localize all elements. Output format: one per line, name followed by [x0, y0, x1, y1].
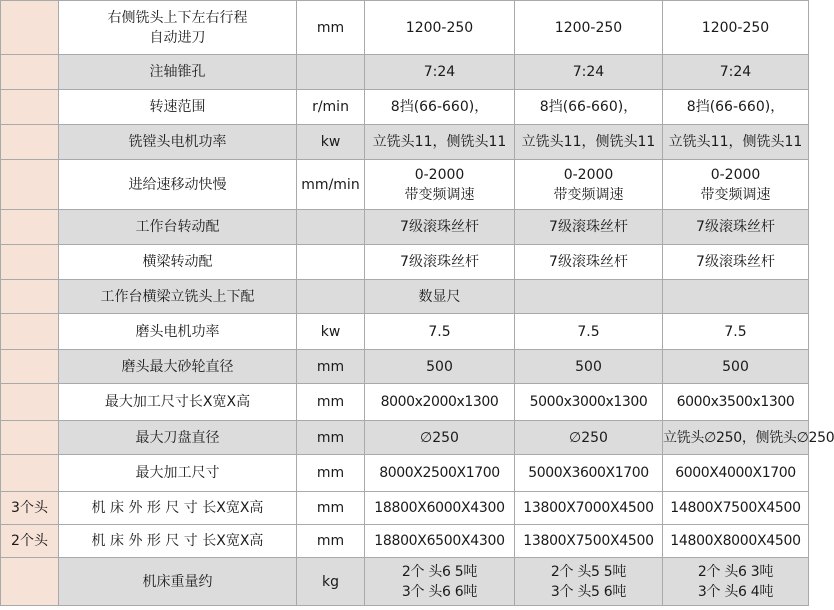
spec-label-cell: [59, 350, 297, 384]
cell-text-line: 7级滚珠丝杆: [400, 254, 479, 270]
cell-text-line: 进给速移动快慢: [128, 176, 227, 193]
value-cell-model-3: [663, 492, 809, 525]
table-row: [1, 384, 809, 421]
unit-cell: mm: [297, 492, 365, 525]
cell-text-line: 7:24: [719, 64, 752, 80]
value-cell-model-2: [515, 210, 663, 245]
table-row: [1, 280, 809, 314]
value-cell-model-2: [515, 384, 663, 421]
value-cell-model-3: [663, 55, 809, 90]
cell-text-line: 8挡(66-660)，: [539, 99, 638, 115]
unit-cell: kw: [297, 314, 365, 350]
cell-text-line: 工作台横梁立铣头上下配: [100, 288, 255, 305]
table-row: [1, 314, 809, 350]
value-cell-model-1: [365, 421, 515, 455]
value-cell-model-1: [365, 125, 515, 160]
value-cell-model-3: [663, 350, 809, 384]
table-row: [1, 350, 809, 384]
cell-text-line: 13800X7000X4500: [523, 500, 654, 516]
cell-text-line: 立铣头11，侧铣头11: [372, 134, 507, 150]
spec-label-cell: [59, 455, 297, 492]
cell-text-line: 7:24: [423, 64, 456, 80]
cell-text-line: 3个 头6 6吨: [401, 583, 478, 600]
value-cell-model-2: [515, 160, 663, 210]
table-row: [1, 525, 809, 558]
cell-text-line: 5000x3000x1300: [529, 394, 648, 410]
spec-label-cell: [59, 125, 297, 160]
group-label-cell: [1, 384, 59, 421]
value-cell-model-1: [365, 492, 515, 525]
value-cell-model-3: [663, 160, 809, 210]
spec-label-cell: [59, 55, 297, 90]
table-row: [1, 421, 809, 455]
value-cell-model-1: [365, 160, 515, 210]
unit-cell: mm/min: [297, 160, 365, 210]
cell-text-line: 2个 头5 5吨: [550, 563, 627, 580]
unit-cell: mm: [297, 455, 365, 492]
unit-cell: kg: [297, 558, 365, 606]
value-cell-model-3: [663, 1, 809, 55]
spec-label-cell: [59, 1, 297, 55]
value-cell-model-3: [663, 525, 809, 558]
group-label-cell: 3个头: [1, 492, 59, 525]
value-cell-model-2: [515, 492, 663, 525]
group-label-cell: [1, 455, 59, 492]
value-cell-model-1: [365, 245, 515, 280]
cell-text-line: 最大加工尺寸: [135, 465, 220, 481]
value-cell-model-1: [365, 1, 515, 55]
cell-text-line: 500: [722, 358, 749, 375]
value-cell-model-3: [663, 210, 809, 245]
spec-label-cell: [59, 384, 297, 421]
value-cell-model-3: [663, 125, 809, 160]
cell-text-line: 500: [426, 358, 453, 375]
value-cell-model-2: [515, 1, 663, 55]
cell-text-line: 14800X7500X4500: [670, 500, 801, 516]
table-row: [1, 455, 809, 492]
spec-label-cell: [59, 160, 297, 210]
value-cell-model-2: [515, 525, 663, 558]
value-cell-model-1: [365, 525, 515, 558]
cell-text-line: 磨头电机功率: [135, 323, 220, 340]
unit-cell: [297, 280, 365, 314]
unit-cell: mm: [297, 421, 365, 455]
value-cell-model-3: [663, 455, 809, 492]
unit-cell: kw: [297, 125, 365, 160]
unit-cell: [297, 55, 365, 90]
cell-text-line: 铣镗头电机功率: [128, 134, 227, 150]
value-cell-model-3: [663, 245, 809, 280]
cell-text-line: 7级滚珠丝杆: [549, 254, 628, 270]
cell-text-line: 14800X8000X4500: [670, 533, 801, 549]
value-cell-model-1: [365, 558, 515, 606]
unit-cell: mm: [297, 384, 365, 421]
cell-text-line: 5000X3600X1700: [528, 465, 649, 481]
table-row: [1, 1, 809, 55]
spec-label-cell: [59, 314, 297, 350]
group-label-cell: [1, 280, 59, 314]
cell-text-line: 带变频调速: [700, 186, 771, 203]
spec-label-cell: [59, 421, 297, 455]
cell-text-line: 3个 头5 6吨: [550, 583, 627, 600]
cell-text-line: 横梁转动配: [142, 254, 213, 270]
cell-text-line: 0-2000: [563, 166, 614, 183]
value-cell-model-3: [663, 421, 834, 455]
group-label-cell: [1, 421, 59, 455]
spec-table-body: [1, 1, 834, 606]
cell-text-line: 500: [575, 358, 602, 375]
group-label-cell: [1, 314, 59, 350]
cell-text-line: 数显尺: [418, 288, 461, 305]
group-label-cell: [1, 125, 59, 160]
cell-text-line: 2个 头6 3吨: [697, 563, 774, 580]
value-cell-model-2: [515, 558, 663, 606]
cell-text-line: 机床重量约: [142, 573, 213, 590]
value-cell-model-1: [365, 384, 515, 421]
cell-text-line: 机 床 外 形 尺 寸 长X宽X高: [91, 533, 264, 549]
value-cell-model-3: [663, 384, 809, 421]
value-cell-model-1: [365, 210, 515, 245]
cell-text-line: 13800X7500X4500: [523, 533, 654, 549]
value-cell-model-3: [663, 558, 809, 606]
table-row: [1, 245, 809, 280]
cell-text-line: ∅250: [569, 429, 608, 446]
cell-text-line: 8挡(66-660)，: [686, 99, 785, 115]
group-label-cell: 2个头: [1, 525, 59, 558]
unit-cell: r/min: [297, 90, 365, 125]
value-cell-model-3: [663, 280, 809, 314]
cell-text-line: 右侧铣头上下左右行程: [107, 9, 248, 26]
group-label-cell: [1, 160, 59, 210]
value-cell-model-2: [515, 245, 663, 280]
spec-label-cell: [59, 210, 297, 245]
cell-text-line: 立铣头11，侧铣头11: [668, 134, 803, 150]
value-cell-model-2: [515, 455, 663, 492]
spec-label-cell: [59, 525, 297, 558]
table-row: [1, 160, 809, 210]
value-cell-model-1: [365, 90, 515, 125]
table-row: [1, 125, 809, 160]
group-label-cell: [1, 350, 59, 384]
group-label-cell: [1, 210, 59, 245]
cell-text-line: 7.5: [724, 323, 747, 340]
cell-text-line: 1200-250: [701, 19, 770, 36]
cell-text-line: 转速范围: [149, 99, 206, 115]
cell-text-line: 机 床 外 形 尺 寸 长X宽X高: [91, 500, 264, 516]
cell-text-line: 7级滚珠丝杆: [549, 219, 628, 235]
cell-text-line: 带变频调速: [553, 186, 624, 203]
table-row: [1, 210, 809, 245]
spec-label-cell: [59, 245, 297, 280]
cell-text-line: 1200-250: [405, 19, 474, 36]
cell-text-line: 2个 头6 5吨: [401, 563, 478, 580]
value-cell-model-1: [365, 314, 515, 350]
group-label-cell: [1, 90, 59, 125]
value-cell-model-1: [365, 55, 515, 90]
cell-text-line: 7:24: [572, 64, 605, 80]
group-label-cell: [1, 1, 59, 55]
cell-text-line: 0-2000: [710, 166, 761, 183]
table-row: [1, 492, 809, 525]
group-label-cell: [1, 55, 59, 90]
group-label-cell: [1, 245, 59, 280]
unit-cell: mm: [297, 525, 365, 558]
cell-text-line: 7.5: [428, 323, 451, 340]
table-row: [1, 55, 809, 90]
value-cell-model-1: [365, 455, 515, 492]
unit-cell: [297, 210, 365, 245]
cell-text-line: 最大加工尺寸长X宽X高: [104, 394, 251, 410]
value-cell-model-1: [365, 280, 515, 314]
cell-text-line: 磨头最大砂轮直径: [121, 358, 234, 375]
cell-text-line: 18800X6000X4300: [374, 500, 505, 516]
cell-text-line: 1200-250: [554, 19, 623, 36]
value-cell-model-2: [515, 350, 663, 384]
value-cell-model-3: [663, 314, 809, 350]
group-label-cell: [1, 558, 59, 606]
value-cell-model-1: [365, 350, 515, 384]
cell-text-line: 3个 头6 4吨: [697, 583, 774, 600]
table-row: [1, 90, 809, 125]
cell-text-line: 6000X4000X1700: [675, 465, 796, 481]
cell-text-line: 7级滚珠丝杆: [696, 219, 775, 235]
cell-text-line: ∅250: [420, 429, 459, 446]
cell-text-line: 带变频调速: [404, 186, 475, 203]
cell-text-line: 6000x3500x1300: [676, 394, 795, 410]
cell-text-line: 18800X6500X4300: [374, 533, 505, 549]
spec-label-cell: [59, 558, 297, 606]
cell-text-line: 8000x2000x1300: [380, 394, 499, 410]
spec-label-cell: [59, 280, 297, 314]
cell-text-line: 注轴锥孔: [149, 64, 206, 80]
value-cell-model-2: [515, 314, 663, 350]
cell-text-line: 7级滚珠丝杆: [400, 219, 479, 235]
cell-text-line: 立铣头11，侧铣头11: [521, 134, 656, 150]
value-cell-model-3: [663, 90, 809, 125]
value-cell-model-2: [515, 125, 663, 160]
table-row: [1, 558, 809, 606]
unit-cell: mm: [297, 350, 365, 384]
cell-text-line: 8000X2500X1700: [379, 465, 500, 481]
value-cell-model-2: [515, 90, 663, 125]
value-cell-model-2: [515, 55, 663, 90]
cell-text-line: 立铣头∅250，侧铣头∅250: [663, 429, 834, 446]
spec-label-cell: [59, 492, 297, 525]
cell-text-line: 自动进刀: [149, 29, 206, 46]
unit-cell: mm: [297, 1, 365, 55]
value-cell-model-2: [515, 421, 663, 455]
cell-text-line: 7级滚珠丝杆: [696, 254, 775, 270]
spec-label-cell: [59, 90, 297, 125]
cell-text-line: 工作台转动配: [135, 219, 220, 235]
cell-text-line: 7.5: [577, 323, 600, 340]
cell-text-line: 最大刀盘直径: [135, 429, 220, 446]
unit-cell: [297, 245, 365, 280]
cell-text-line: 8挡(66-660)，: [390, 99, 489, 115]
value-cell-model-2: [515, 280, 663, 314]
cell-text-line: 0-2000: [414, 166, 465, 183]
